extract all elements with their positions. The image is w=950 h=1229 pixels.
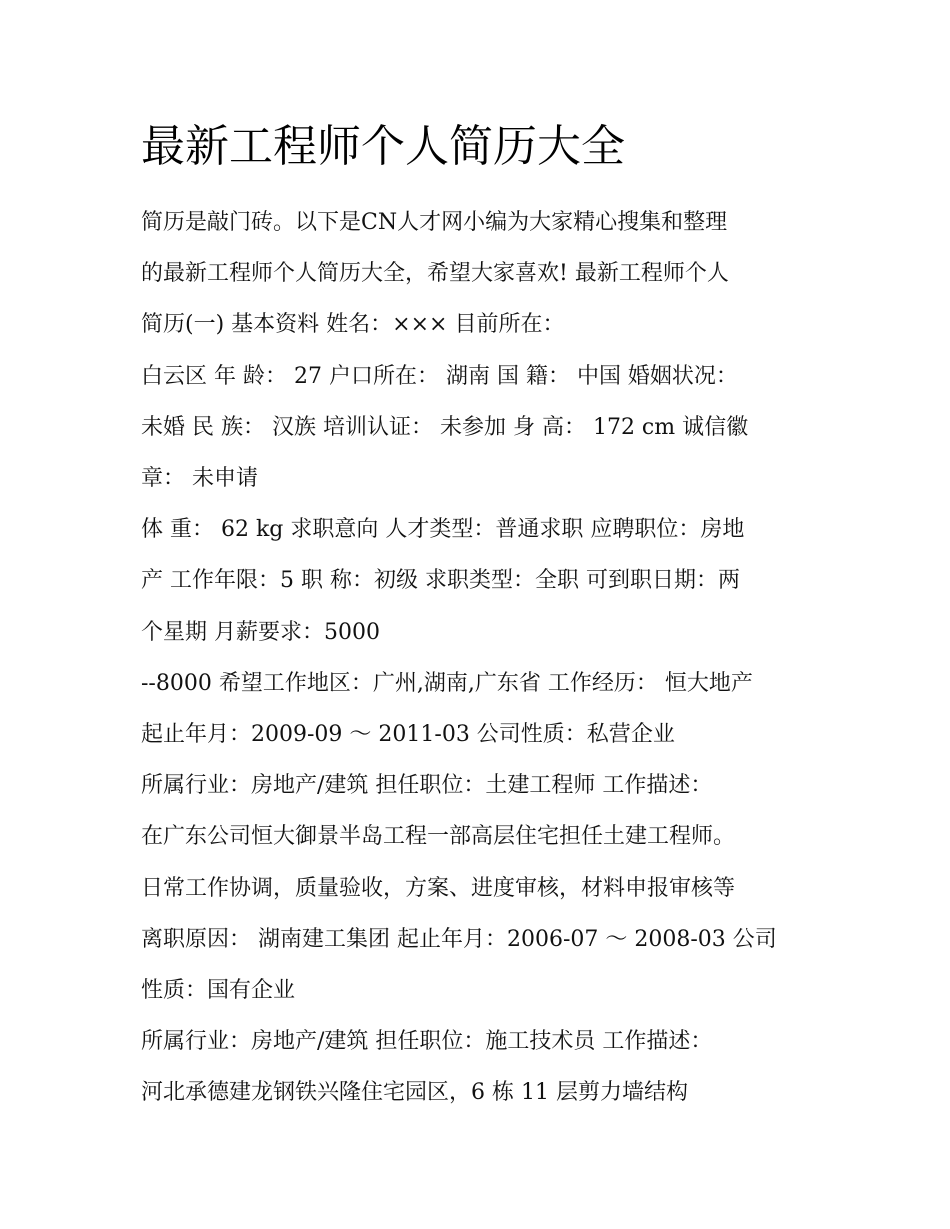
body-line: 的最新工程师个人简历大全，希望大家喜欢! 最新工程师个人 bbox=[141, 261, 729, 287]
document-body bbox=[141, 197, 831, 1119]
body-line: 白云区 年 龄： 27 户口所在： 湖南 国 籍： 中国 婚姻状况： bbox=[141, 363, 738, 389]
body-line: 离职原因： 湖南建工集团 起止年月：2006-07 ～ 2008-03 公司 bbox=[141, 926, 777, 952]
body-line: 未婚 民 族： 汉族 培训认证： 未参加 身 高： 172 cm 诚信徽 bbox=[141, 414, 749, 440]
body-line: --8000 希望工作地区：广州,湖南,广东省 工作经历： 恒大地产 bbox=[141, 670, 753, 696]
body-line: 性质：国有企业 bbox=[141, 978, 296, 1004]
body-line: 在广东公司恒大御景半岛工程一部高层住宅担任土建工程师。 bbox=[141, 824, 736, 850]
body-line: 简历(一) 基本资料 姓名：××× 目前所在： bbox=[141, 312, 565, 338]
body-line: 日常工作协调，质量验收，方案、进度审核，材料申报审核等 bbox=[141, 875, 736, 901]
page-title: 最新工程师个人简历大全 bbox=[141, 121, 625, 172]
body-line: 体 重： 62 kg 求职意向 人才类型：普通求职 应聘职位：房地 bbox=[141, 517, 745, 543]
body-line: 产 工作年限：5 职 称：初级 求职类型：全职 可到职日期：两 bbox=[141, 568, 740, 594]
body-line: 章： 未申请 bbox=[141, 466, 258, 492]
body-line: 起止年月：2009-09 ～ 2011-03 公司性质：私营企业 bbox=[141, 722, 675, 748]
body-line: 个星期 月薪要求：5000 bbox=[141, 619, 380, 645]
body-line: 所属行业：房地产/建筑 担任职位：土建工程师 工作描述： bbox=[141, 773, 713, 799]
body-line: 所属行业：房地产/建筑 担任职位：施工技术员 工作描述： bbox=[141, 1029, 713, 1055]
body-line: 简历是敲门砖。以下是CN人才网小编为大家精心搜集和整理 bbox=[141, 210, 728, 235]
body-line: 河北承德建龙钢铁兴隆住宅园区，6 栋 11 层剪力墙结构 bbox=[141, 1080, 688, 1106]
